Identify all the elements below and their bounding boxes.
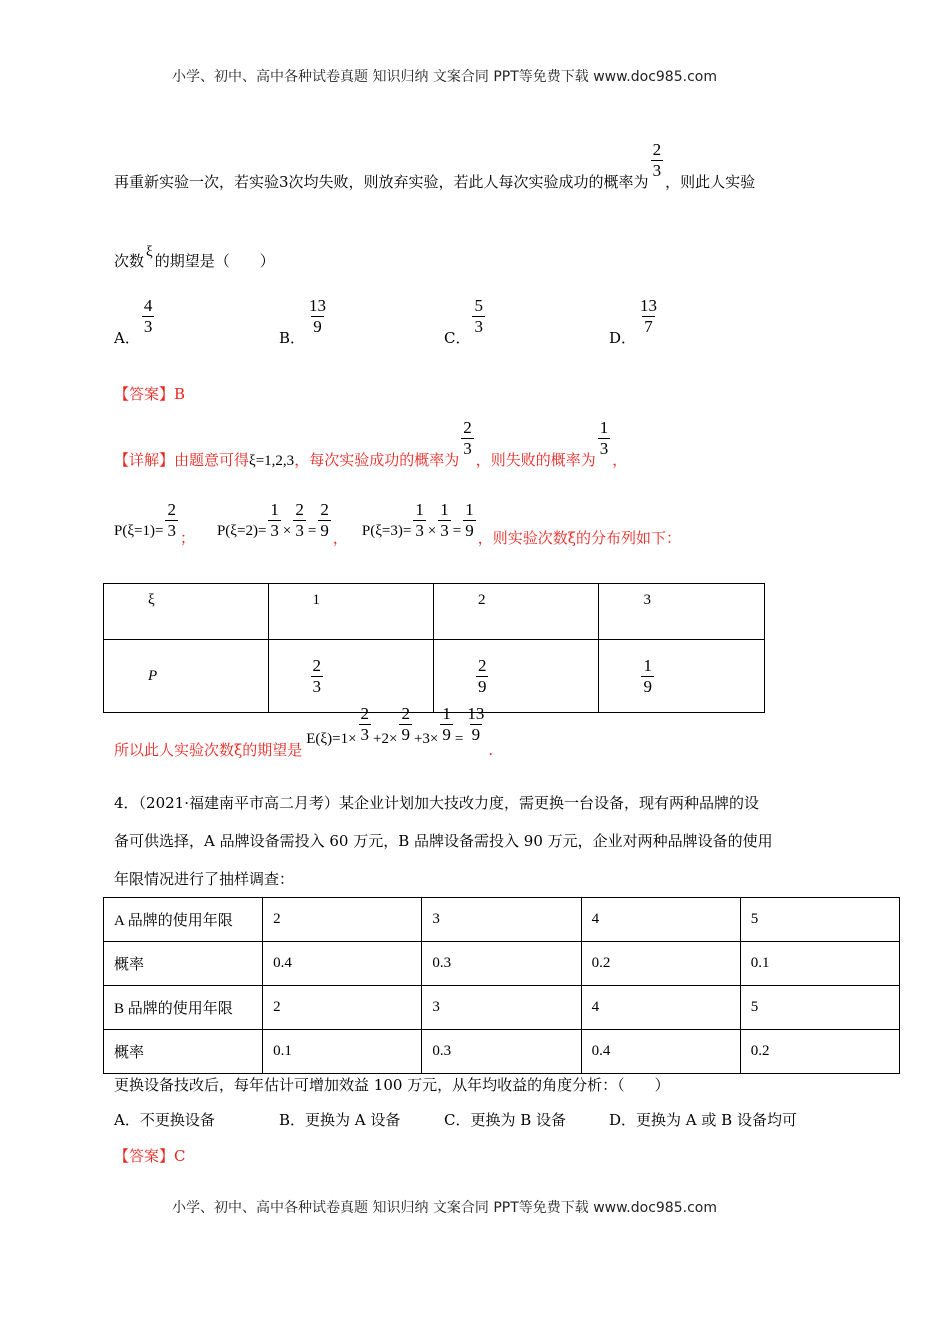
xi-symbol: ξ bbox=[146, 244, 153, 260]
q3-option-d: D． $\frac{13}{7}$ bbox=[609, 296, 658, 347]
page-header: 小学、初中、高中各种试卷真题 知识归纳 文案合同 PPT等免费下载 www.doc985.com bbox=[172, 69, 717, 85]
q4-line4: 更换设备技改后，每年估计可增加效益 100 万元，从年均收益的角度分析：（ ） bbox=[114, 1076, 670, 1094]
q4-option-c: C．更换为 B 设备 bbox=[444, 1111, 567, 1129]
q3-line1 bbox=[114, 140, 756, 191]
table-row: B 品牌的使用年限 2 3 4 5 bbox=[104, 986, 900, 1030]
q3-line2: 次数 ξ 的期望是（ ） bbox=[114, 244, 275, 270]
q3-line1-text: 再重新实验一次，若实验3次均失败，则放弃实验，若此人每次实验成功的概率为 bbox=[114, 172, 649, 191]
q3-option-b: B． $\frac{13}{9}$ bbox=[279, 296, 327, 347]
q3-option-a: A． $\frac{4}{3}$ bbox=[114, 296, 153, 347]
q3-detail-line: 【详解】由题意可得ξ=1,2,3，每次实验成功的概率为 $\frac{2}{3}$ ，则失败的概率为 $\frac{1}{3}$ ， bbox=[114, 418, 628, 469]
q3-expectation: 所以此人实验次数ξ的期望是E(ξ)=1× $\frac{2}{3}$ +2× $\frac{2}{9}$ +3× $\frac{1}{9}$ = $\frac{13}{9}$ . bbox=[114, 704, 494, 759]
brand-table bbox=[103, 897, 900, 1074]
q4-line2: 备可供选择，A 品牌设备需投入 60 万元，B 品牌设备需投入 90 万元，企业对两种品牌设备的使用 bbox=[114, 832, 773, 850]
distribution-table bbox=[103, 583, 765, 713]
q4-answer: 【答案】C bbox=[114, 1147, 186, 1165]
q4-option-b: B．更换为 A 设备 bbox=[279, 1111, 401, 1129]
table-row: ξ 1 2 3 bbox=[104, 584, 765, 640]
page-footer: 小学、初中、高中各种试卷真题 知识归纳 文案合同 PPT等免费下载 www.doc985.com bbox=[172, 1200, 717, 1216]
table-row: 概率 0.1 0.3 0.4 0.2 bbox=[104, 1030, 900, 1074]
fail-num: 1 bbox=[599, 418, 609, 437]
table-row: A 品牌的使用年限 2 3 4 5 bbox=[104, 898, 900, 942]
q4-option-a: A．不更换设备 bbox=[114, 1111, 215, 1129]
q4-line3: 年限情况进行了抽样调查： bbox=[114, 870, 295, 888]
table-row: 概率 0.4 0.3 0.2 0.1 bbox=[104, 942, 900, 986]
q3-prob-formulas: P(ξ=1)= $\frac{2}{3}$ ； P(ξ=2)= $\frac{1}{3}$ × $\frac{2}{3}$ = $\frac{2}{9}$ ， P(ξ=3)= $\frac{1}{3}$ × $\frac{1}{3}$ = $\frac{1}{9}$ ，则实验次数ξ的分布列如下： bbox=[114, 500, 682, 547]
q4-line1: 4．（2021·福建南平市高二月考）某企业计划加大技改力度，需更换一台设备，现有两种品牌的设 bbox=[114, 794, 759, 812]
q4-option-d: D．更换为 A 或 B 设备均可 bbox=[609, 1111, 797, 1129]
q3-line1-tail: ，则此人实验 bbox=[665, 172, 756, 191]
q3-answer: 【答案】B bbox=[114, 385, 186, 403]
q3-prob-fraction: $\frac{2}{3}$ bbox=[652, 140, 662, 180]
q3-option-c: C． $\frac{5}{3}$ bbox=[444, 296, 483, 347]
table-row: P $\frac{2}{3}$ $\frac{2}{9}$ $\frac{1}{9}$ bbox=[104, 640, 765, 713]
